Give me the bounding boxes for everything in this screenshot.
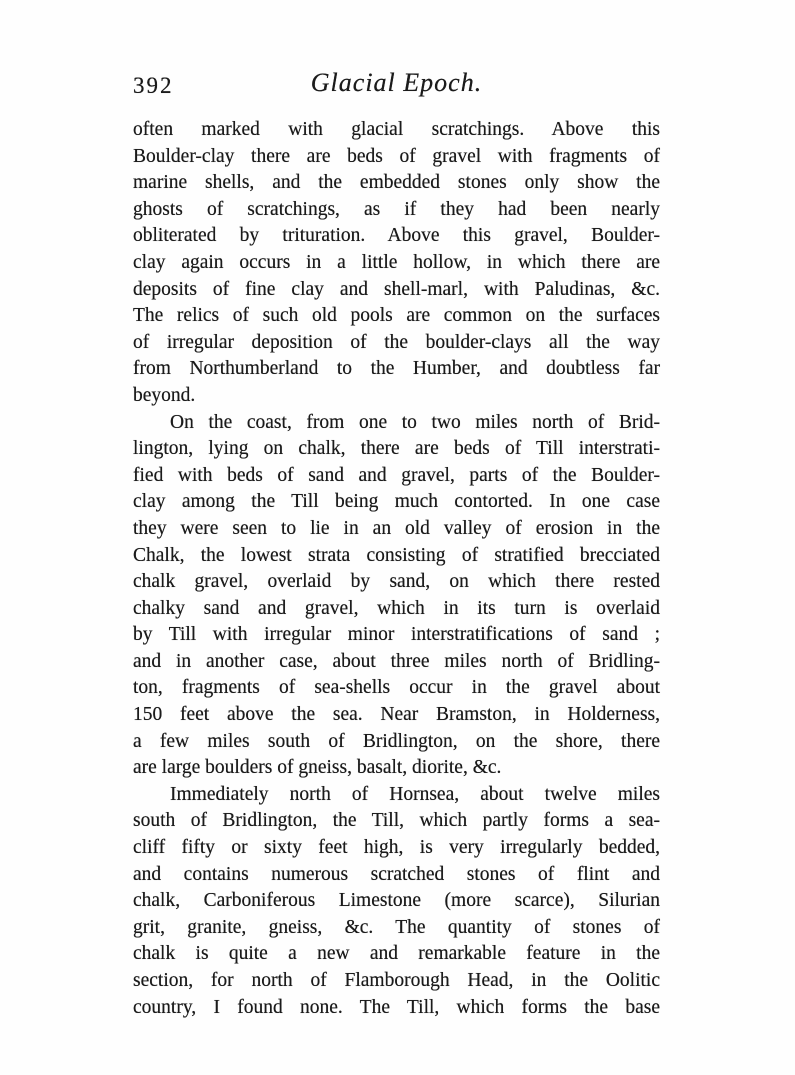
text-line: Boulder-clay there are beds of gravel with fragments of xyxy=(133,145,660,167)
text-line: obliterated by trituration. Above this gravel, Boulder- xyxy=(133,225,660,247)
text-line: are large boulders of gneiss, basalt, diorite, &c. xyxy=(133,757,502,779)
text-line: lington, lying on chalk, there are beds of Till interstrati- xyxy=(133,438,660,460)
text-line: ghosts of scratchings, as if they had been nearly xyxy=(133,198,660,220)
text-line: clay again occurs in a little hollow, in which there are xyxy=(133,251,660,273)
page-number: 392 xyxy=(133,73,174,98)
text-line: and in another case, about three miles north of Bridling- xyxy=(133,650,660,672)
text-line: a few miles south of Bridlington, on the shore, there xyxy=(133,730,660,752)
text-line: cliff fifty or sixty feet high, is very irregularly bedded, xyxy=(133,837,660,859)
text-line: country, I found none. The Till, which forms the base xyxy=(133,996,660,1018)
text-line: On the coast, from one to two miles north of Brid- xyxy=(170,411,660,433)
text-line: chalk, Carboniferous Limestone (more scarce), Silurian xyxy=(133,890,660,912)
text-line: they were seen to lie in an old valley of erosion in the xyxy=(133,517,660,539)
body-text xyxy=(133,117,660,1021)
text-line: chalky sand and gravel, which in its turn is overlaid xyxy=(133,597,660,619)
text-line: fied with beds of sand and gravel, parts of the Boulder- xyxy=(133,464,660,486)
text-line: by Till with irregular minor interstratifications of sand ; xyxy=(133,624,660,646)
text-line: chalk is quite a new and remarkable feature in the xyxy=(133,943,660,965)
text-line: beyond. xyxy=(133,384,196,406)
text-line: 150 feet above the sea. Near Bramston, in Holderness, xyxy=(133,704,660,726)
text-line: deposits of fine clay and shell-marl, with Paludinas, &c. xyxy=(133,278,660,300)
text-line: grit, granite, gneiss, &c. The quantity of stones of xyxy=(133,916,660,938)
running-head: Glacial Epoch. xyxy=(310,68,483,97)
text-line: chalk gravel, overlaid by sand, on which there rested xyxy=(133,571,660,593)
text-line: marine shells, and the embedded stones only show the xyxy=(133,172,660,194)
text-line: section, for north of Flamborough Head, in the Oolitic xyxy=(133,970,660,991)
text-line: Chalk, the lowest strata consisting of stratified brecciated xyxy=(133,544,660,566)
text-line: The relics of such old pools are common on the surfaces xyxy=(133,305,660,327)
text-line: south of Bridlington, the Till, which partly forms a sea- xyxy=(133,810,660,832)
text-line: of irregular deposition of the boulder-clays all the way xyxy=(133,331,660,353)
text-line: Immediately north of Hornsea, about twelve miles xyxy=(170,783,660,805)
page-header xyxy=(133,68,660,102)
text-line: and contains numerous scratched stones of flint and xyxy=(133,863,660,885)
text-line: ton, fragments of sea-shells occur in the gravel about xyxy=(133,677,660,699)
text-line: clay among the Till being much contorted. In one case xyxy=(133,491,660,513)
text-line: often marked with glacial scratchings. Above this xyxy=(133,119,660,140)
text-line: from Northumberland to the Humber, and doubtless far xyxy=(133,358,660,380)
